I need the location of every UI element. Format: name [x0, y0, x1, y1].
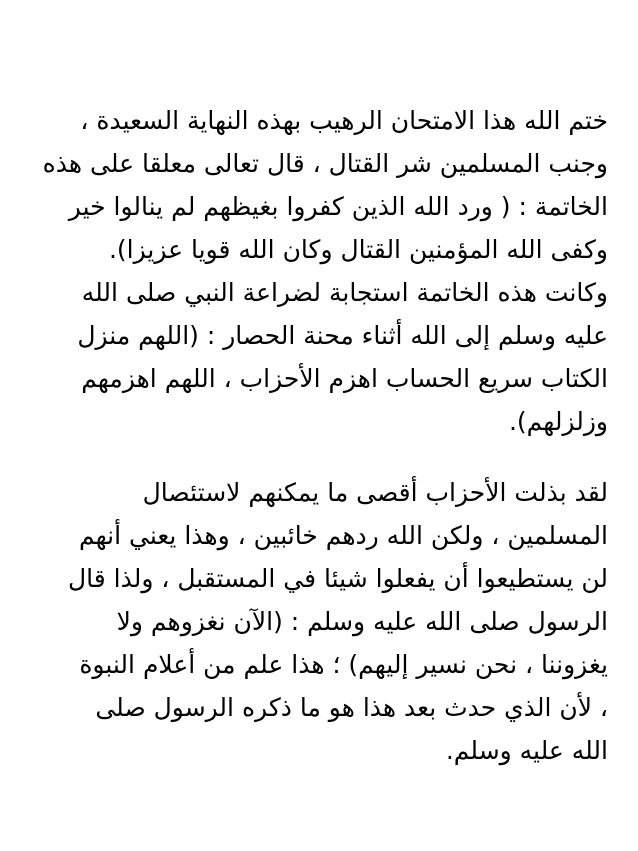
text-line: وكفى الله المؤمنين القتال وكان الله قويا عزيزا). [108, 235, 608, 264]
text-line: يغزوننا ، نحن نسير إليهم) ؛ هذا علم من أعلام النبوة [79, 650, 608, 679]
paragraph-2 [30, 471, 608, 772]
text-line: لقد بذلت الأحزاب أقصى ما يمكنهم لاستئصال [142, 478, 608, 507]
text-line: المسلمين ، ولكن الله ردهم خائبين ، وهذا يعني أنهم [78, 521, 608, 550]
text-line: وزلزلهم). [508, 407, 608, 436]
text-line: ختم الله هذا الامتحان الرهيب بهذه النهاية السعيدة ، [80, 106, 608, 135]
text-line: عليه وسلم إلى الله أثناء محنة الحصار : (اللهم منزل [77, 321, 608, 350]
text-line: الخاتمة : ( ورد الله الذين كفروا بغيظهم لم ينالوا خير [68, 192, 608, 221]
text-line: وجنب المسلمين شر القتال ، قال تعالى معلقا على هذه [42, 149, 608, 178]
text-line: لن يستطيعوا أن يفعلوا شيئا في المستقبل ، ولذا قال [67, 564, 608, 593]
paragraph-1 [30, 99, 608, 443]
text-line: وكانت هذه الخاتمة استجابة لضراعة النبي صلى الله [81, 278, 608, 307]
text-line: ، لأن الذي حدث بعد هذا هو ما ذكره الرسول صلى [95, 693, 608, 722]
text-line: الله عليه وسلم. [445, 736, 608, 765]
text-line: الكتاب سريع الحساب اهزم الأحزاب ، اللهم اهزمهم [81, 364, 608, 393]
text-line: الرسول صلى الله عليه وسلم : (الآن نغزوهم ولا [116, 607, 608, 636]
